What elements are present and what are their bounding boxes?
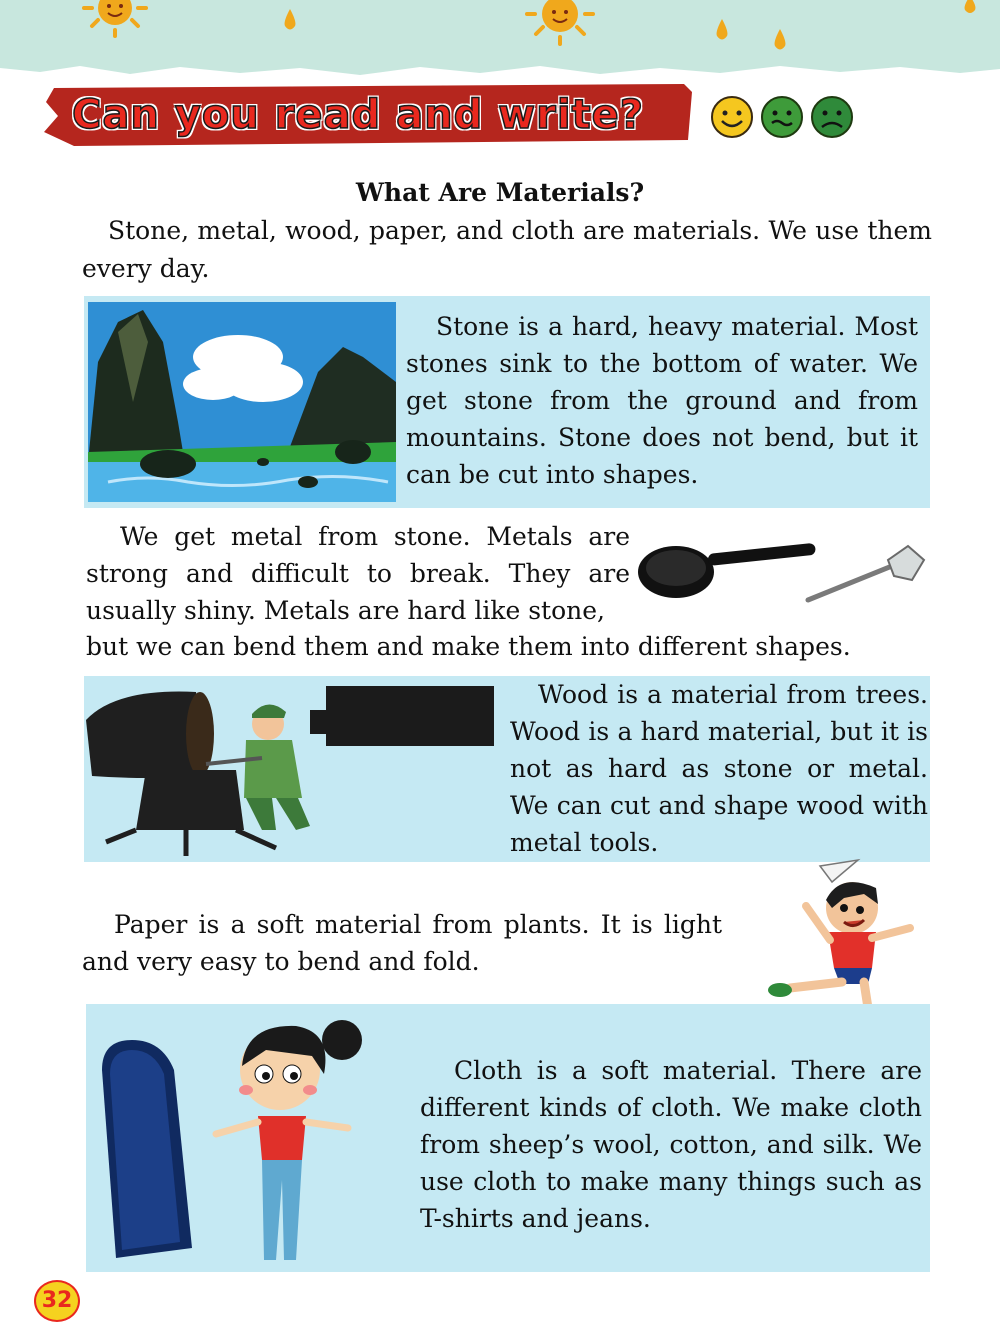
happy-face-icon[interactable] xyxy=(712,97,752,137)
sun-icon xyxy=(78,0,152,40)
sun-icon xyxy=(522,0,598,48)
article-title: What Are Materials? xyxy=(355,178,645,207)
self-assessment-faces xyxy=(708,95,858,139)
pan-and-spatula-picture xyxy=(636,536,926,612)
paper-paragraph: Paper is a soft material from plants. It is light and very easy to bend and fold. xyxy=(82,910,722,976)
raindrop-icon xyxy=(282,8,298,32)
boy-with-paper-plane-picture xyxy=(760,858,926,1024)
raindrop-icon xyxy=(772,28,788,52)
metal-paragraph-start: We get metal from stone. Metals are strong and difficult to break. They are usually shiny. Metals are hard like stone, xyxy=(86,522,630,625)
woodcutter-picture xyxy=(86,680,502,858)
page-number-badge xyxy=(34,1280,80,1322)
mountain-river-picture xyxy=(88,302,396,502)
mirror-icon xyxy=(102,1040,192,1258)
paper-plane-icon xyxy=(820,860,858,882)
frying-pan-icon xyxy=(638,543,816,598)
cloth-paragraph: Cloth is a soft material. There are different kinds of cloth. We make cloth from sheep’s wool, cotton, and silk. We use cloth to make many things such as T-shirts and jeans. xyxy=(420,1056,922,1233)
page-number: 32 xyxy=(41,1288,73,1313)
torn-paper-edge xyxy=(0,58,1000,78)
section-heading: Can you read and write? xyxy=(72,92,644,138)
intro-paragraph: Stone, metal, wood, paper, and cloth are materials. We use them every day. xyxy=(82,216,932,283)
raindrop-icon xyxy=(962,0,978,16)
sad-face-icon[interactable] xyxy=(812,97,852,137)
wood-paragraph: Wood is a material from trees. Wood is a hard material, but it is not as hard as stone or metal. We can cut and shape wood with metal tools. xyxy=(510,680,928,857)
spatula-icon xyxy=(808,546,924,600)
raindrop-icon xyxy=(714,18,730,42)
stone-paragraph: Stone is a hard, heavy material. Most stones sink to the bottom of water. We get stone from the ground and from mountains. Stone does not bend, but it can be cut into shapes. xyxy=(406,312,918,489)
neutral-face-icon[interactable] xyxy=(762,97,802,137)
girl-and-mirror-picture xyxy=(96,1010,396,1272)
metal-paragraph-end: but we can bend them and make them into different shapes. xyxy=(86,632,851,661)
